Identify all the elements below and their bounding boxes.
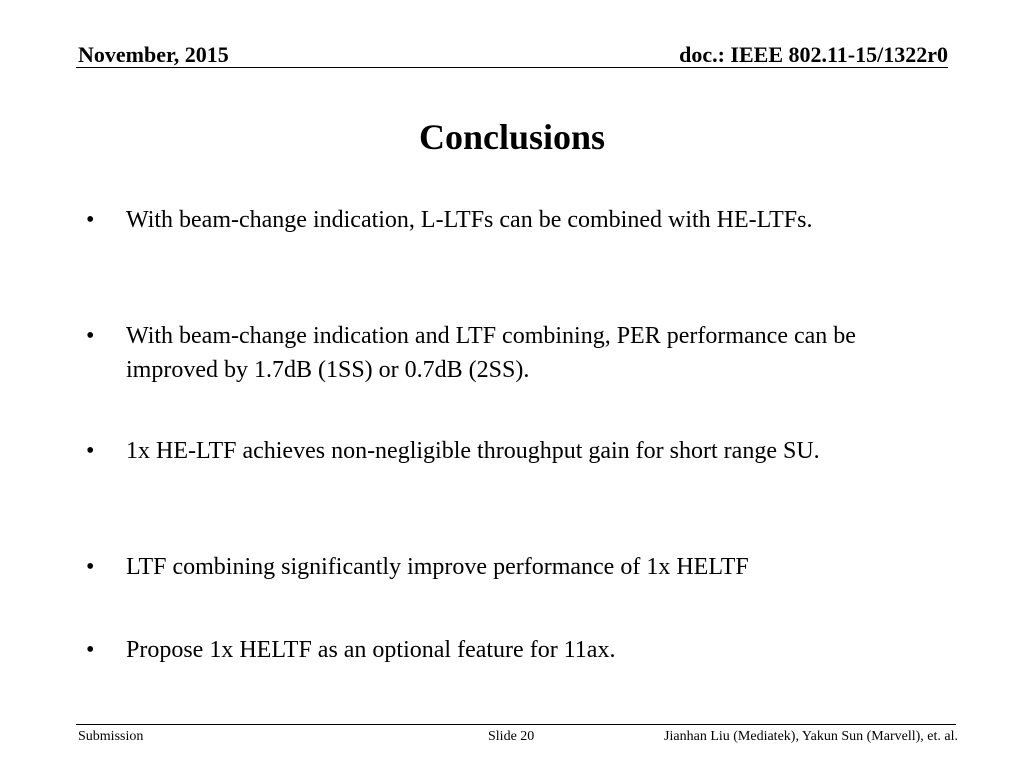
footer-divider bbox=[76, 724, 956, 725]
bullet-text: 1x HE-LTF achieves non-negligible throughput gain for short range SU. bbox=[126, 438, 820, 464]
bullet-text: With beam-change indication and LTF combining, PER performance can be improved by 1.7dB (1SS) or 0.7dB (2SS). bbox=[126, 323, 856, 383]
bullet-dot-icon: • bbox=[86, 207, 95, 233]
footer-slide-number: Slide 20 bbox=[488, 729, 535, 744]
bullet-item bbox=[86, 203, 926, 237]
header-date: November, 2015 bbox=[78, 42, 229, 67]
bullet-item bbox=[86, 633, 926, 667]
slide-title: Conclusions bbox=[418, 117, 606, 157]
bullet-item bbox=[86, 434, 926, 468]
header-document-id: doc.: IEEE 802.11-15/1322r0 bbox=[679, 42, 948, 67]
footer-authors: Jianhan Liu (Mediatek), Yakun Sun (Marvell), et. al. bbox=[664, 729, 958, 744]
bullet-item bbox=[86, 319, 926, 387]
bullet-text: LTF combining significantly improve performance of 1x HELTF bbox=[126, 554, 749, 580]
bullet-text: With beam-change indication, L-LTFs can be combined with HE-LTFs. bbox=[126, 207, 813, 233]
bullet-dot-icon: • bbox=[86, 438, 95, 464]
bullet-dot-icon: • bbox=[86, 323, 95, 349]
footer-submission: Submission bbox=[78, 729, 144, 744]
bullet-item bbox=[86, 550, 926, 584]
bullet-text: Propose 1x HELTF as an optional feature for 11ax. bbox=[126, 637, 616, 663]
header-divider bbox=[76, 67, 948, 68]
bullet-dot-icon: • bbox=[86, 554, 95, 580]
bullet-dot-icon: • bbox=[86, 637, 95, 663]
